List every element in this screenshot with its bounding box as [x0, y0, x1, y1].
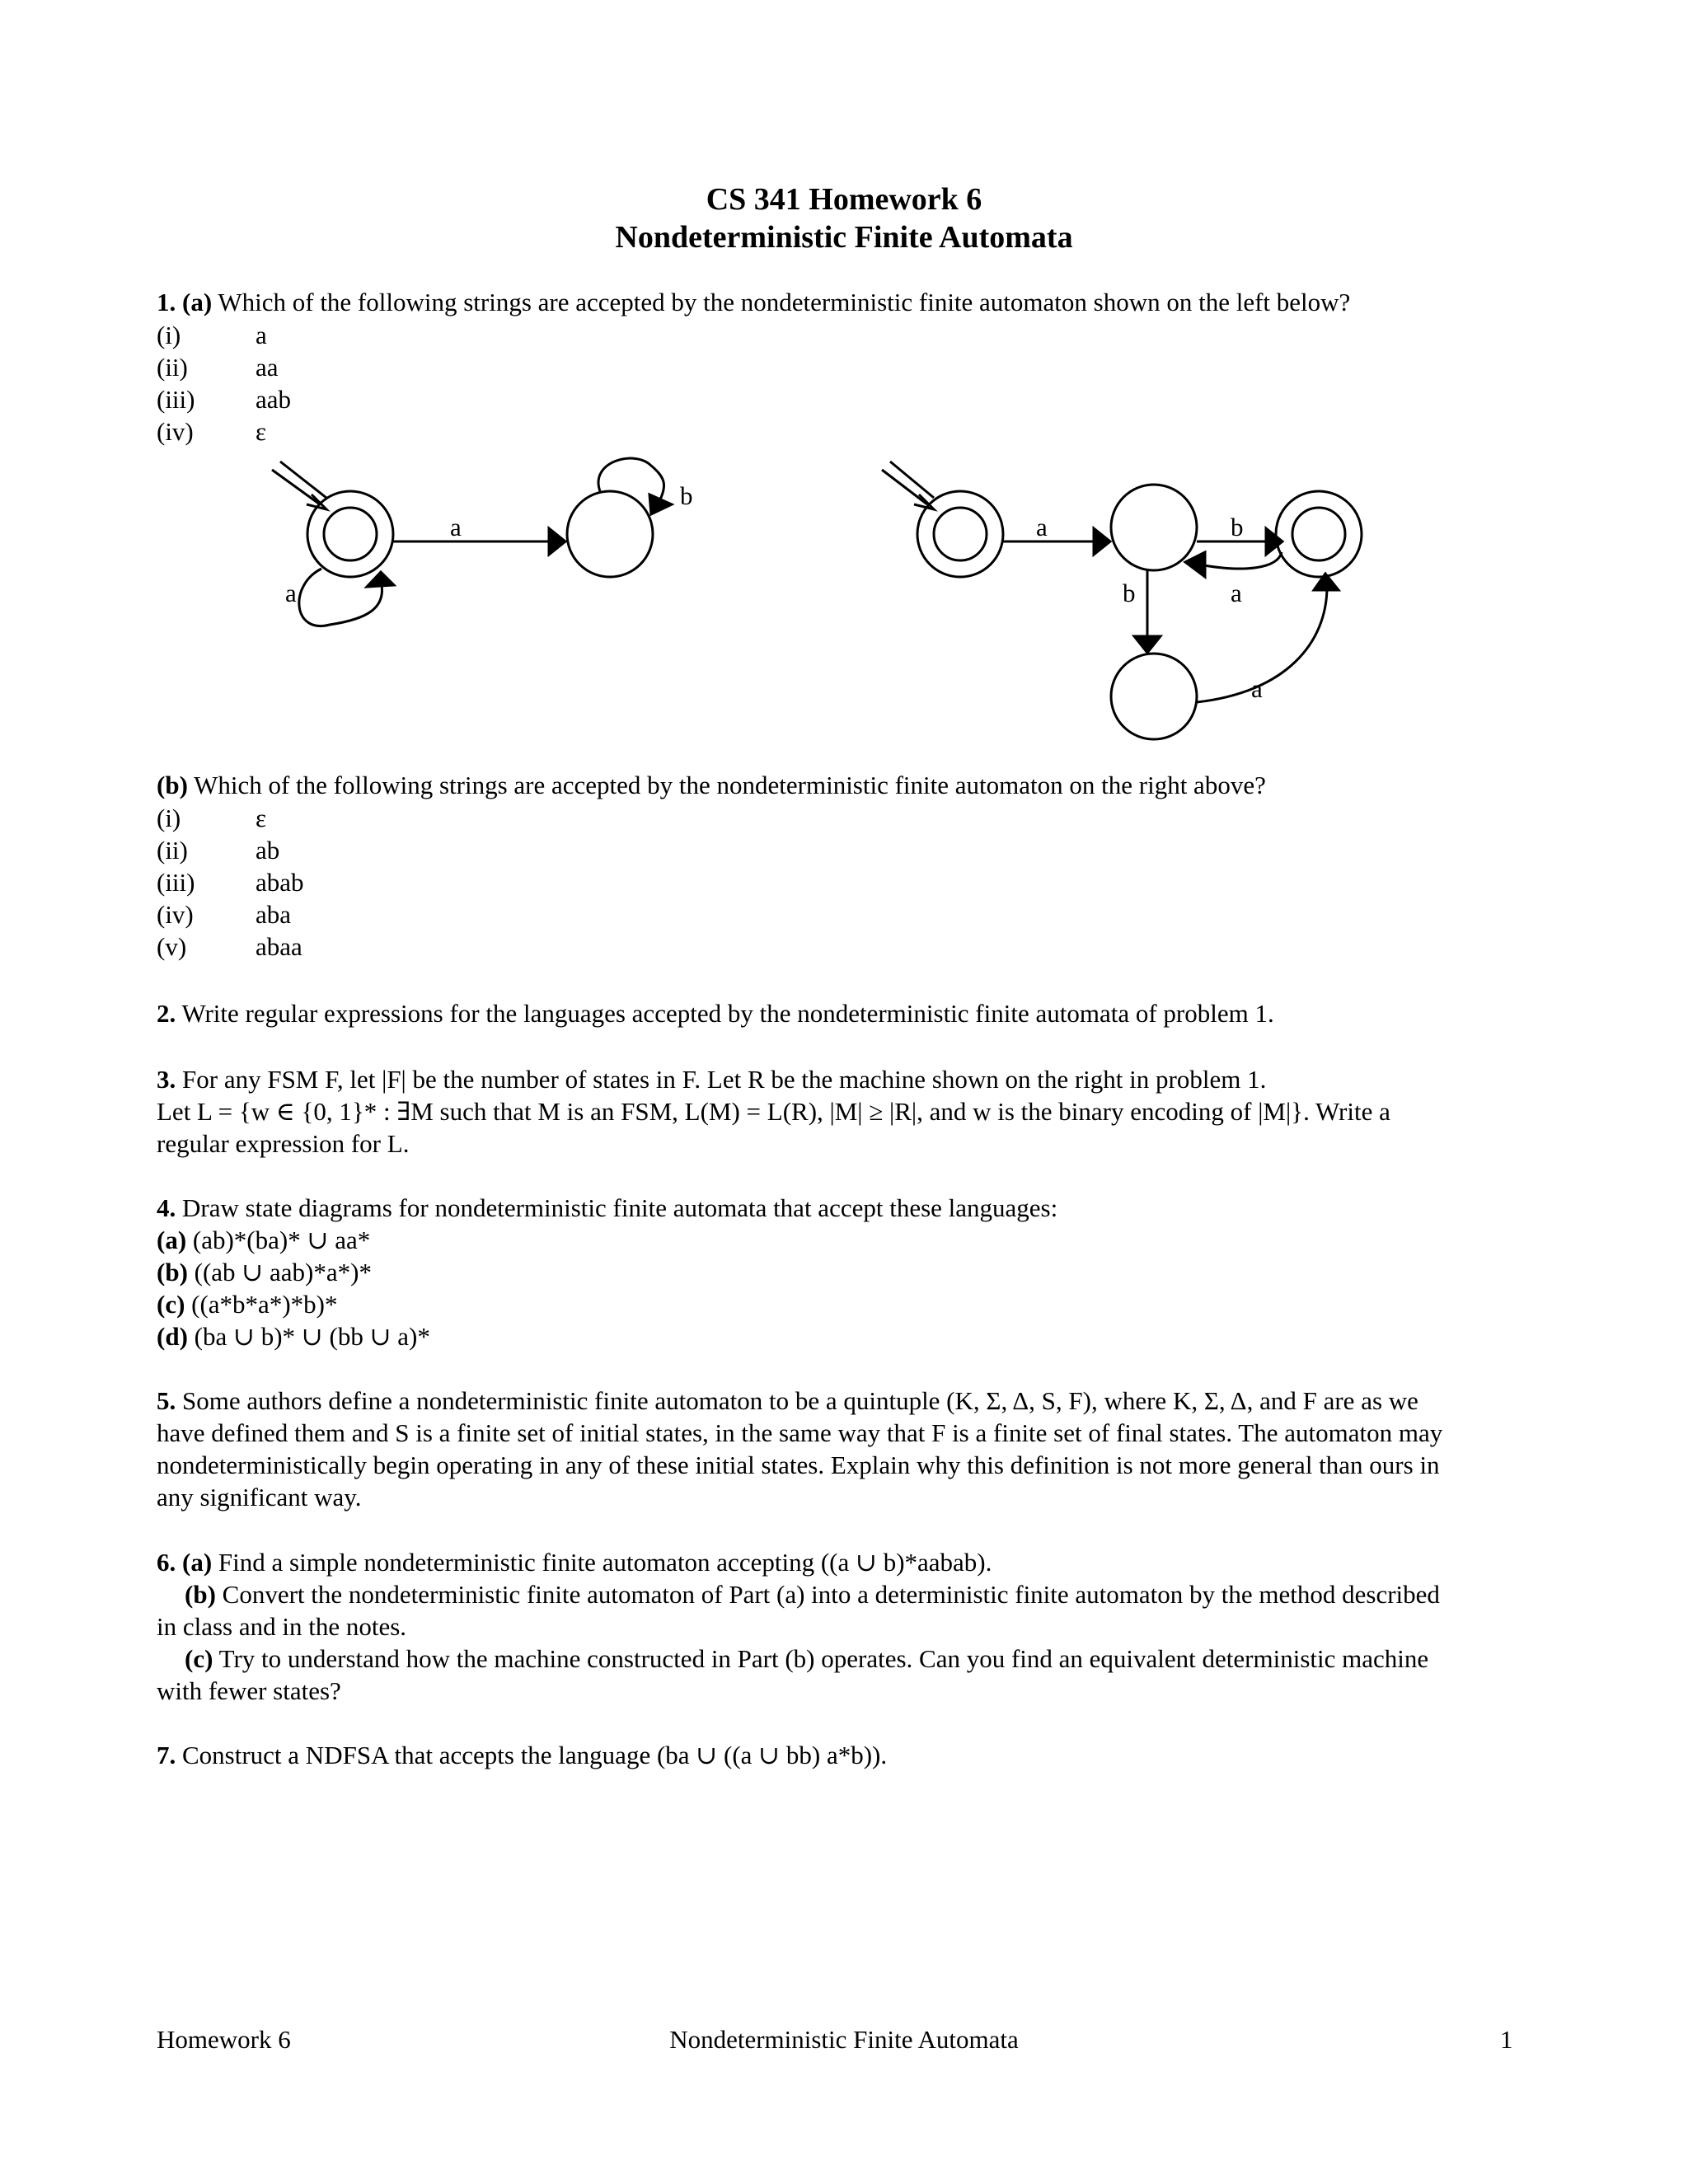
- label-right-edge-down: b: [1123, 579, 1136, 607]
- page-title: CS 341 Homework 6: [706, 182, 982, 217]
- label-right-edge1: a: [1036, 513, 1048, 541]
- self-loop-start-arrowhead: [367, 572, 394, 587]
- self-loop-start: [299, 569, 382, 626]
- q4-item-label: (d): [157, 1322, 188, 1351]
- edge-a-left-arrowhead: [549, 528, 565, 555]
- state-r1-inner: [934, 508, 987, 560]
- q6-c-label: (c): [185, 1644, 213, 1673]
- q1-b-text: Which of the following strings are accepted by the nondeterministic finite automaton on the right above?: [194, 771, 1266, 799]
- label-right-edge2-back: a: [1231, 579, 1242, 607]
- state-r3-inner: [1292, 508, 1345, 560]
- label-left-edge: a: [450, 513, 462, 541]
- state-2-left: [567, 491, 653, 577]
- footer-center: Nondeterministic Finite Automata: [669, 2025, 1019, 2054]
- right-automaton: [882, 462, 1362, 739]
- q1-number: 1.: [157, 288, 176, 316]
- q1a-item-num: (iii): [157, 385, 195, 414]
- q4: [157, 1192, 1057, 1225]
- q6-a: [157, 1546, 992, 1579]
- q1b-item-val: abaa: [256, 932, 302, 961]
- q1b-item-val: aba: [256, 900, 292, 929]
- q6-a-text: Find a simple nondeterministic finite automaton accepting ((a ∪ b)*aabab).: [218, 1548, 992, 1577]
- q7-number: 7.: [157, 1741, 176, 1769]
- q5-line4: any significant way.: [157, 1483, 362, 1511]
- q4-item: [157, 1320, 430, 1353]
- q1a-item-num: (ii): [157, 353, 188, 382]
- q3-line3: regular expression for L.: [157, 1129, 410, 1158]
- q1a-item-val: ε: [256, 417, 267, 446]
- q4-item: [157, 1224, 370, 1257]
- q4-item: [157, 1288, 337, 1321]
- q6-number: 6.: [157, 1548, 176, 1577]
- q3-text1: For any FSM F, let |F| be the number of states in F. Let R be the machine shown on the right in problem 1.: [182, 1065, 1267, 1094]
- q1-b-label: (b): [157, 771, 188, 799]
- state-r1: [917, 491, 1003, 577]
- q4-text: Draw state diagrams for nondeterministic finite automata that accept these languages:: [182, 1193, 1058, 1222]
- label-left-self-loop-end: b: [680, 481, 693, 510]
- q5-line3: nondeterministically begin operating in any of these initial states. Explain why this definition is not more general than ours in: [157, 1451, 1440, 1479]
- q4-item-label: (c): [157, 1290, 185, 1319]
- q6-c-text: Try to understand how the machine constructed in Part (b) operates. Can you find an equivalent deterministic machine: [218, 1644, 1429, 1673]
- q4-item-label: (a): [157, 1226, 187, 1254]
- q1b-item-num: (v): [157, 932, 187, 961]
- q7: [157, 1739, 887, 1772]
- state-start-accept: [307, 491, 393, 577]
- q1b-item-val: ab: [256, 836, 280, 865]
- q1b-item-num: (iv): [157, 900, 194, 929]
- q1b-item-num: (ii): [157, 836, 188, 865]
- q1a-item-val: a: [256, 321, 267, 349]
- q6-c-text2: with fewer states?: [157, 1676, 341, 1705]
- q1-a-text: Which of the following strings are accepted by the nondeterministic finite automaton shown on the left below?: [218, 288, 1351, 316]
- q4-item-expr: ((a*b*a*)*b)*: [191, 1290, 338, 1319]
- q5-number: 5.: [157, 1386, 176, 1415]
- edge-r-back-a: [1199, 552, 1282, 569]
- q6-a-label: (a): [182, 1548, 213, 1577]
- edge-r-a-arrowhead: [1094, 528, 1110, 555]
- edge-r-back-a-arrowhead: [1185, 552, 1205, 577]
- q1b-item-num: (iii): [157, 868, 195, 897]
- q6-b-text2: in class and in the notes.: [157, 1612, 407, 1641]
- q2-text: Write regular expressions for the languages accepted by the nondeterministic finite automata of problem 1.: [181, 999, 1274, 1028]
- q4-item-expr: (ab)*(ba)* ∪ aa*: [192, 1226, 371, 1254]
- state-r4: [1111, 654, 1197, 739]
- q5-text1: Some authors define a nondeterministic finite automaton to be a quintuple (K, Σ, Δ, S, F), where K, Σ, Δ, and F are as we: [182, 1386, 1418, 1415]
- q5-line1: [157, 1385, 1418, 1418]
- q1-a-label: (a): [182, 288, 213, 316]
- q4-item: [157, 1256, 372, 1289]
- q1a-item-num: (i): [157, 321, 181, 349]
- q6-b-text: Convert the nondeterministic finite automaton of Part (a) into a deterministic finite automaton by the method described: [222, 1580, 1440, 1609]
- label-right-edge-curve: a: [1251, 674, 1263, 703]
- footer-left: Homework 6: [157, 2025, 291, 2054]
- q1b-item-val: abab: [256, 868, 304, 897]
- footer-page-number: 1: [1500, 2025, 1513, 2054]
- q2: [157, 997, 1274, 1030]
- q6-c: [185, 1643, 1428, 1675]
- state-r2: [1111, 485, 1197, 570]
- q1a-item-num: (iv): [157, 417, 194, 446]
- label-left-self-loop: a: [285, 579, 297, 607]
- q4-item-label: (b): [157, 1258, 188, 1286]
- q4-item-expr: ((ab ∪ aab)*a*)*: [194, 1258, 372, 1286]
- q4-item-expr: (ba ∪ b)* ∪ (bb ∪ a)*: [194, 1322, 430, 1351]
- q3-line1: [157, 1063, 1266, 1096]
- q6-b-label: (b): [185, 1580, 216, 1609]
- q1a-item-val: aa: [256, 353, 279, 382]
- q1b-item-val: ε: [256, 804, 267, 832]
- q3-number: 3.: [157, 1065, 176, 1094]
- q1b-item-num: (i): [157, 804, 181, 832]
- q7-text: Construct a NDFSA that accepts the language (ba ∪ ((a ∪ bb) a*b)).: [182, 1741, 888, 1769]
- edge-r-down-b-arrowhead: [1134, 636, 1160, 653]
- q2-number: 2.: [157, 999, 176, 1028]
- left-automaton: [272, 458, 672, 626]
- q3-line2: Let L = {w ∈ {0, 1}* : ∃M such that M is an FSM, L(M) = L(R), |M| ≥ |R|, and w is the binary encoding of |M|}. Write a: [157, 1097, 1390, 1126]
- page-subtitle: Nondeterministic Finite Automata: [615, 220, 1073, 255]
- state-r3: [1276, 491, 1362, 577]
- q6-b: [185, 1578, 1440, 1611]
- q5-line2: have defined them and S is a finite set of initial states, in the same way that F is a finite set of final states. The automaton may: [157, 1418, 1443, 1447]
- q1-part-b: [157, 769, 1266, 802]
- q1a-item-val: aab: [256, 385, 292, 414]
- q4-number: 4.: [157, 1193, 176, 1222]
- label-right-edge2-top: b: [1231, 513, 1244, 541]
- state-start-accept-inner: [324, 508, 377, 560]
